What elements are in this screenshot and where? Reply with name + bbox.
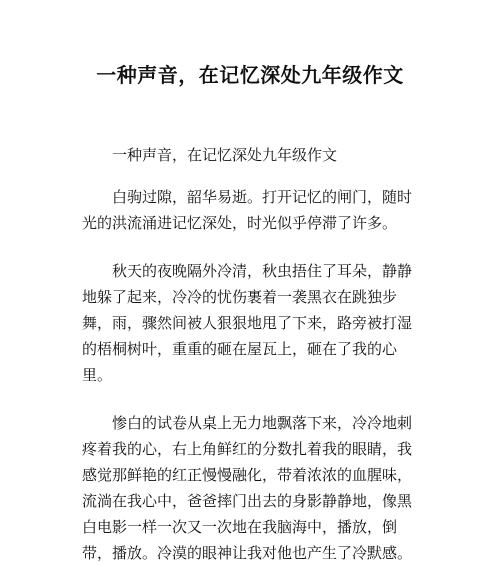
document-subtitle: 一种声音，在记忆深处九年级作文 bbox=[112, 146, 338, 164]
document-title: 一种声音，在记忆深处九年级作文 bbox=[96, 63, 404, 87]
document-body bbox=[82, 142, 422, 566]
paragraph-3: 惨白的试卷从桌上无力地飘落下来，冷冷地刺疼着我的心，右上角鲜红的分数扎着我的眼睛，我感觉那鲜艳的红正慢慢融化，带着浓浓的血腥味，流淌在我心中，爸爸摔门出去的身影静静地，像黑白电影一样一次又一次地在我脑海中，播放，倒带，播放。冷漠的眼神让我对他也产生了冷默感。 bbox=[82, 414, 413, 562]
paragraph-2: 秋天的夜晚隔外冷清，秋虫捂住了耳朵，静静地躲了起来，冷冷的忧伤裹着一袭黑衣在跳独步舞，雨，骤然间被人狠狠地甩了下来，路旁被打湿的梧桐树叶，重重的砸在屋瓦上，砸在了我的心里。 bbox=[82, 262, 413, 384]
paragraph-1: 白驹过隙，韶华易逝。打开记忆的闸门，随时光的洪流涌进记忆深处，时光似乎停滞了许多。 bbox=[82, 188, 413, 232]
